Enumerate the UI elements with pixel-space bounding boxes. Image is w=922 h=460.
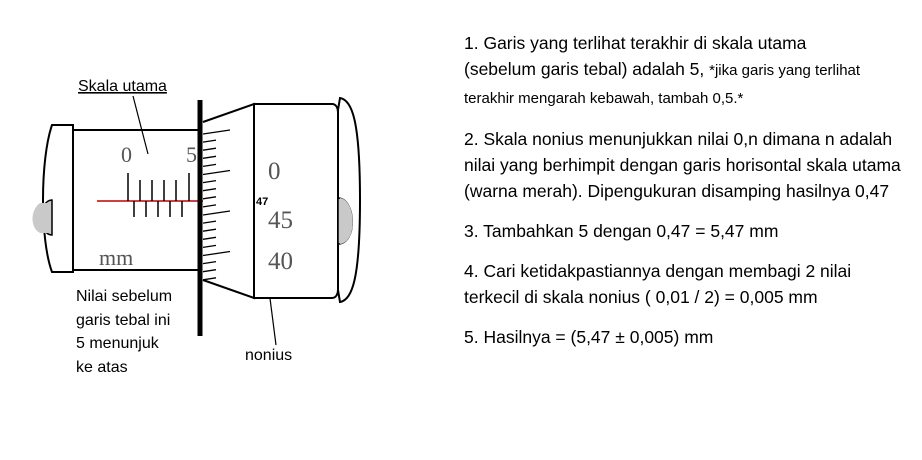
- left-frame-end: [43, 125, 73, 272]
- step-1-line1: 1. Garis yang terlihat terakhir di skala utama: [464, 33, 807, 53]
- label-nilai-sebelum-line-2: garis tebal ini: [76, 312, 171, 329]
- label-nilai-sebelum: [76, 288, 172, 376]
- reading-marker-label: 47: [256, 196, 269, 208]
- step-2: 2. Skala nonius menunjukkan nilai 0,n dimana n adalah nilai yang berhimpit dengan garis horisontal skala utama (warna merah). Dipengukuran disamping hasilnya 0,47: [464, 129, 901, 201]
- label-nilai-sebelum-line-3: 5 menunjuk: [76, 335, 159, 352]
- explanation-steps: [464, 30, 904, 364]
- label-nonius: nonius: [245, 347, 293, 364]
- main-scale-number-5: 5: [186, 142, 197, 167]
- label-skala-utama: Skala utama: [78, 78, 167, 95]
- step-1-note: *jika garis yang terlihat terakhir mengarah kebawah, tambah 0,5.*: [464, 62, 861, 107]
- label-nilai-sebelum-line-1: Nilai sebelum: [76, 288, 173, 305]
- thimble-number-40: 40: [268, 248, 293, 275]
- main-scale-number-0: 0: [121, 142, 132, 167]
- label-nilai-sebelum-line-4: ke atas: [76, 359, 128, 376]
- micrometer-diagram: [0, 0, 460, 460]
- step-1: [464, 30, 904, 112]
- thimble-number-45: 45: [268, 207, 293, 234]
- step-5: 5. Hasilnya = (5,47 ± 0,005) mm: [464, 327, 714, 347]
- unit-mm-label: mm: [99, 245, 134, 270]
- step-3: 3. Tambahkan 5 dengan 0,47 = 5,47 mm: [464, 221, 779, 241]
- thimble-number-0: 0: [268, 158, 281, 185]
- step-1-line2: (sebelum garis tebal) adalah 5,: [464, 59, 710, 79]
- step-4: 4. Cari ketidakpastiannya dengan membagi 2 nilai terkecil di skala nonius ( 0,01 / 2) = 0,005 mm: [464, 261, 852, 307]
- sleeve: [73, 130, 199, 270]
